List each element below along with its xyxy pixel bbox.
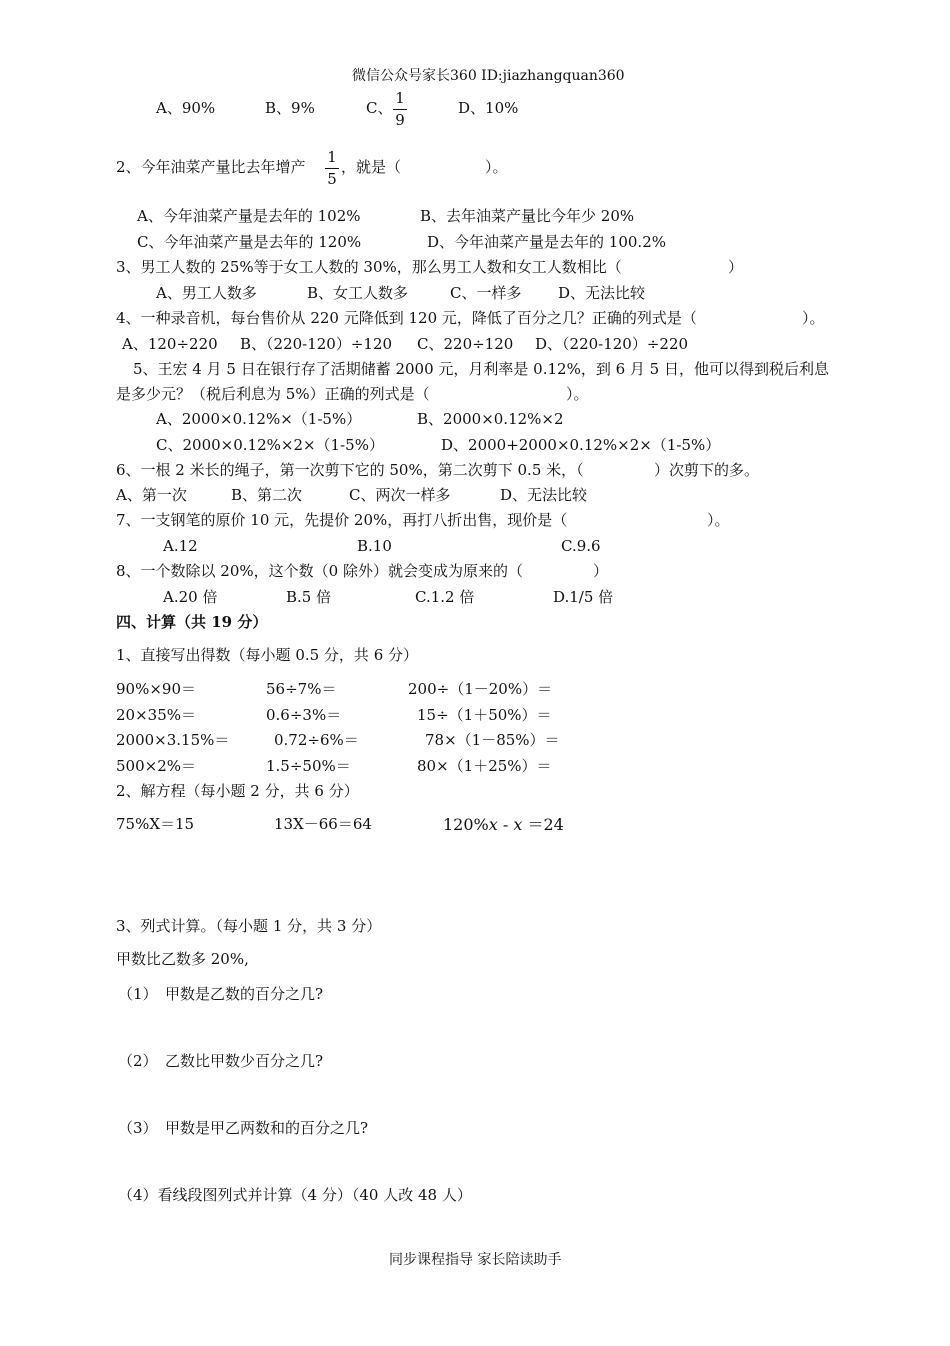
- page-header: 微信公众号家长360 ID:jiazhangquan360: [352, 68, 625, 84]
- fraction-bar: [325, 168, 339, 169]
- q8-stem: 8、一个数除以 20%，这个数（0 除外）就会变成为原来的（: [116, 562, 523, 580]
- fraction-numerator: 1: [395, 89, 405, 107]
- q2-option-a: A、今年油菜产量是去年的 102%: [137, 207, 361, 225]
- q1-option-c-fraction: [393, 89, 407, 129]
- q1-option-c: C、: [366, 99, 393, 117]
- q7-stem-close: ）。: [707, 511, 730, 529]
- calc1-item: 20×35%＝: [116, 706, 196, 724]
- calc3-part-3: （3） 甲数是甲乙两数和的百分之几?: [118, 1119, 369, 1137]
- calc1-item: 2000×3.15%＝: [116, 731, 230, 749]
- calc1-item: 90%×90＝: [116, 680, 196, 698]
- fraction-denominator: 5: [327, 170, 337, 188]
- equation-3-part: -: [497, 815, 514, 834]
- q3-option-a: A、男工人数多: [156, 284, 257, 302]
- q1-option-a: A、90%: [156, 99, 216, 117]
- q4-option-d: D、（220-120）÷220: [535, 335, 689, 353]
- q8-option-d: D.1/5 倍: [553, 588, 614, 606]
- calc1-item: 56÷7%＝: [266, 680, 337, 698]
- q7-option-c: C.9.6: [561, 537, 601, 555]
- q3-option-c: C、一样多: [450, 284, 522, 302]
- q8-stem-close: ）: [593, 562, 609, 580]
- calc1-item: 0.72÷6%＝: [274, 731, 359, 749]
- q8-option-c: C.1.2 倍: [415, 588, 475, 606]
- equation-2: 13X－66＝64: [274, 815, 372, 833]
- q5-stem-line1: 5、王宏 4 月 5 日在银行存了活期储蓄 2000 元，月利率是 0.12%，到 6 月 5 日，他可以得到税后利息: [133, 360, 829, 378]
- q4-stem-close: ）。: [802, 309, 825, 327]
- q8-option-b: B.5 倍: [286, 588, 332, 606]
- calc2-title: 2、解方程（每小题 2 分，共 6 分）: [116, 782, 359, 800]
- equation-3-variable: x: [488, 815, 498, 834]
- q6-option-a: A、第一次: [116, 486, 187, 504]
- calc1-item: 78×（1－85%）＝: [425, 731, 560, 749]
- q5-option-a: A、2000×0.12%×（1-5%）: [156, 410, 362, 428]
- q2-option-c: C、今年油菜产量是去年的 120%: [137, 233, 362, 251]
- q4-option-c: C、220÷120: [417, 335, 514, 353]
- calc3-part-2: （2） 乙数比甲数少百分之几?: [118, 1052, 324, 1070]
- fraction-denominator: 9: [395, 111, 405, 129]
- q5-option-b: B、2000×0.12%×2: [417, 410, 564, 428]
- calc1-item: 1.5÷50%＝: [266, 757, 351, 775]
- q3-option-b: B、女工人数多: [307, 284, 409, 302]
- q4-option-b: B、（220-120）÷120: [240, 335, 393, 353]
- q6-stem: 6、一根 2 米长的绳子，第一次剪下它的 50%，第二次剪下 0.5 米，（: [116, 461, 584, 479]
- equation-1: 75%X＝15: [116, 815, 195, 833]
- calc3-given: 甲数比乙数多 20%,: [116, 950, 249, 968]
- q2-fraction: [325, 148, 339, 188]
- q3-stem-close: ）: [728, 258, 744, 276]
- fraction-bar: [393, 109, 407, 110]
- q1-option-d: D、10%: [458, 99, 519, 117]
- q8-option-a: A.20 倍: [163, 588, 218, 606]
- q2-option-d: D、今年油菜产量是去年的 100.2%: [427, 233, 666, 251]
- q3-option-d: D、无法比较: [558, 284, 646, 302]
- q3-stem: 3、男工人数的 25%等于女工人数的 30%，那么男工人数和女工人数相比（: [116, 258, 622, 276]
- q5-option-d: D、2000+2000×0.12%×2×（1-5%）: [441, 436, 721, 454]
- q4-stem: 4、一种录音机，每台售价从 220 元降低到 120 元，降低了百分之几？正确的列式是（: [116, 309, 697, 327]
- q7-option-b: B.10: [357, 537, 392, 555]
- calc1-item: 200÷（1－20%）＝: [408, 680, 553, 698]
- q4-option-a: A、120÷220: [122, 335, 218, 353]
- fraction-numerator: 1: [327, 148, 337, 166]
- page-footer: 同步课程指导 家长陪读助手: [389, 1252, 562, 1268]
- equation-3: [443, 816, 564, 834]
- calc1-item: 80×（1＋25%）＝: [417, 757, 552, 775]
- q6-option-b: B、第二次: [231, 486, 303, 504]
- equation-3-variable: x: [513, 815, 523, 834]
- q7-stem: 7、一支钢笔的原价 10 元，先提价 20%，再打八折出售，现价是（: [116, 511, 568, 529]
- q6-option-d: D、无法比较: [500, 486, 588, 504]
- q1-option-b: B、9%: [265, 99, 315, 117]
- q2-stem: 2、今年油菜产量比去年增产: [116, 158, 306, 176]
- equation-3-part: ＝24: [522, 815, 564, 834]
- q5-option-c: C、2000×0.12%×2×（1-5%）: [156, 436, 384, 454]
- calc3-title: 3、列式计算。（每小题 1 分，共 3 分）: [116, 917, 382, 935]
- calc1-item: 15÷（1＋50%）＝: [417, 706, 552, 724]
- calc3-part-4: （4）看线段图列式并计算（4 分）（40 人改 48 人）: [118, 1186, 472, 1204]
- q6-stem-close: ）次剪下的多。: [654, 461, 760, 479]
- q6-option-c: C、两次一样多: [349, 486, 451, 504]
- section-title: 四、计算（共 19 分）: [116, 613, 268, 631]
- q5-stem-close: ）。: [566, 385, 589, 403]
- calc1-item: 0.6÷3%＝: [266, 706, 342, 724]
- q2-stem-close: ）。: [485, 158, 508, 176]
- calc1-item: 500×2%＝: [116, 757, 196, 775]
- equation-3-part: 120%: [443, 815, 489, 834]
- q2-option-b: B、去年油菜产量比今年少 20%: [420, 207, 635, 225]
- calc1-title: 1、直接写出得数（每小题 0.5 分，共 6 分）: [116, 646, 419, 664]
- calc3-part-1: （1） 甲数是乙数的百分之几?: [118, 985, 324, 1003]
- q2-stem-cont: ，就是（: [341, 158, 402, 176]
- q7-option-a: A.12: [163, 537, 198, 555]
- q5-stem-line2: 是多少元？（税后利息为 5%）正确的列式是（: [116, 385, 430, 403]
